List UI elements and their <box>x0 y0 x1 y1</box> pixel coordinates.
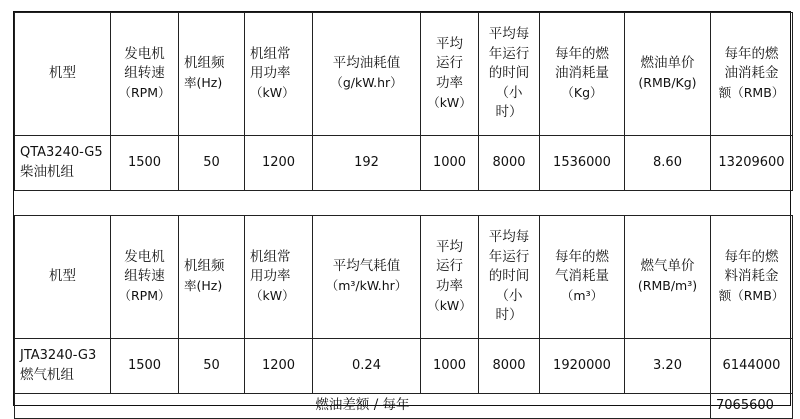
header-frequency: 机组频 率(Hz) <box>179 216 245 339</box>
cell-unit-price: 8.60 <box>625 136 711 191</box>
difference-value: 7065600 <box>711 394 793 419</box>
header-load: 平均 运行 功率 （kW） <box>421 13 479 136</box>
cell-annual-fuel: 1920000 <box>540 339 625 394</box>
header-speed: 发电机 组转速 （RPM） <box>111 13 179 136</box>
header-annual-cost: 每年的燃 料消耗金 额（RMB） <box>711 216 793 339</box>
header-model: 机型 <box>15 216 111 339</box>
fuel-cost-comparison-sheet <box>13 11 791 414</box>
header-unit-price: 燃气单价 (RMB/m³) <box>625 216 711 339</box>
header-annual-fuel: 每年的燃 油消耗量 （Kg） <box>540 13 625 136</box>
cell-hours: 8000 <box>479 136 540 191</box>
difference-label: 燃油差额 / 每年 <box>15 394 711 419</box>
header-consumption: 平均油耗值 （g/kW.hr） <box>313 13 421 136</box>
header-frequency: 机组频 率(Hz) <box>179 13 245 136</box>
cell-consumption: 0.24 <box>313 339 421 394</box>
header-hours: 平均每 年运行 的时间 （小 时） <box>479 216 540 339</box>
cell-model: JTA3240-G3 燃气机组 <box>15 339 111 394</box>
header-speed: 发电机 组转速 （RPM） <box>111 216 179 339</box>
gas-data-row <box>15 339 793 394</box>
cell-frequency: 50 <box>179 339 245 394</box>
diesel-header-row <box>15 13 793 136</box>
cell-annual-cost: 6144000 <box>711 339 793 394</box>
cell-unit-price: 3.20 <box>625 339 711 394</box>
cell-consumption: 192 <box>313 136 421 191</box>
header-unit-price: 燃油单价 (RMB/Kg) <box>625 13 711 136</box>
header-load: 平均 运行 功率 （kW） <box>421 216 479 339</box>
difference-row <box>15 394 793 419</box>
cell-annual-fuel: 1536000 <box>540 136 625 191</box>
cell-load: 1000 <box>421 136 479 191</box>
header-power: 机组常 用功率 （kW） <box>245 13 313 136</box>
spacer-row <box>15 191 793 216</box>
cell-load: 1000 <box>421 339 479 394</box>
gas-header-row <box>15 216 793 339</box>
header-annual-cost: 每年的燃 油消耗金 额（RMB） <box>711 13 793 136</box>
spacer-cell <box>15 191 793 216</box>
diesel-data-row <box>15 136 793 191</box>
header-hours: 平均每 年运行 的时间 （小 时） <box>479 13 540 136</box>
cell-speed: 1500 <box>111 136 179 191</box>
cell-power: 1200 <box>245 339 313 394</box>
cell-hours: 8000 <box>479 339 540 394</box>
header-annual-fuel: 每年的燃 气消耗量 （m³） <box>540 216 625 339</box>
fuel-cost-table <box>14 12 793 419</box>
cell-annual-cost: 13209600 <box>711 136 793 191</box>
cell-frequency: 50 <box>179 136 245 191</box>
header-power: 机组常 用功率 （kW） <box>245 216 313 339</box>
cell-power: 1200 <box>245 136 313 191</box>
header-model: 机型 <box>15 13 111 136</box>
header-consumption: 平均气耗值 （m³/kW.hr） <box>313 216 421 339</box>
cell-model: QTA3240-G5 柴油机组 <box>15 136 111 191</box>
cell-speed: 1500 <box>111 339 179 394</box>
